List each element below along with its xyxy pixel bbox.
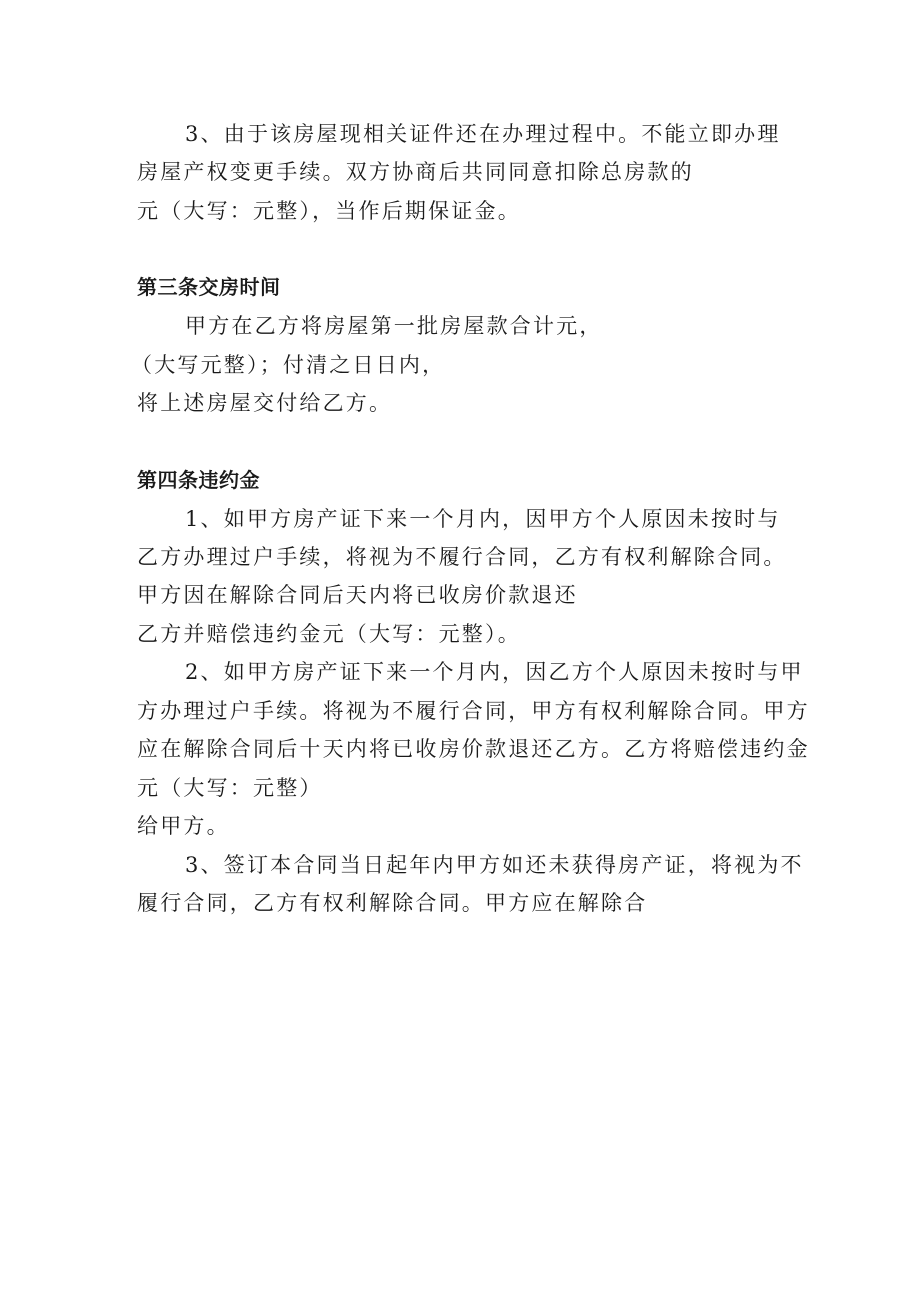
clause-3-line-3: 元（大写：元整），当作后期保证金。 bbox=[137, 199, 521, 223]
penalty-3-line-1: 3、签订本合同当日起年内甲方如还未获得房产证，将视为不 bbox=[185, 853, 804, 877]
delivery-line-1: 甲方在乙方将房屋第一批房屋款合计元， bbox=[185, 314, 603, 338]
penalty-1-line-2: 乙方办理过户手续，将视为不履行合同，乙方有权利解除合同。 bbox=[137, 545, 787, 569]
penalty-1-line-1: 1、如甲方房产证下来一个月内，因甲方个人原因未按时与 bbox=[185, 507, 781, 531]
clause-3-line-2: 房屋产权变更手续。双方协商后共同同意扣除总房款的 bbox=[137, 160, 694, 184]
section-heading-penalty: 第四条违约金 bbox=[137, 468, 260, 492]
delivery-line-3: 将上述房屋交付给乙方。 bbox=[137, 391, 393, 415]
penalty-2-line-4: 元（大写：元整） bbox=[137, 776, 323, 800]
penalty-2-line-3: 应在解除合同后十天内将已收房价款退还乙方。乙方将赔偿违约金 bbox=[137, 737, 810, 761]
penalty-2-line-2: 方办理过户手续。将视为不履行合同，甲方有权利解除合同。甲方 bbox=[137, 699, 810, 723]
section-heading-delivery-time: 第三条交房时间 bbox=[137, 275, 281, 299]
clause-3-line-1: 3、由于该房屋现相关证件还在办理过程中。不能立即办理 bbox=[185, 122, 781, 146]
penalty-3-line-2: 履行合同，乙方有权利解除合同。甲方应在解除合 bbox=[137, 891, 648, 915]
delivery-line-2: （大写元整）；付清之日日内， bbox=[131, 353, 446, 377]
penalty-1-line-4: 乙方并赔偿违约金元（大写：元整）。 bbox=[137, 622, 521, 646]
penalty-1-line-3: 甲方因在解除合同后天内将已收房价款退还 bbox=[137, 583, 578, 607]
penalty-2-line-5: 给甲方。 bbox=[137, 814, 230, 838]
penalty-2-line-1: 2、如甲方房产证下来一个月内，因乙方个人原因未按时与甲 bbox=[185, 660, 804, 684]
